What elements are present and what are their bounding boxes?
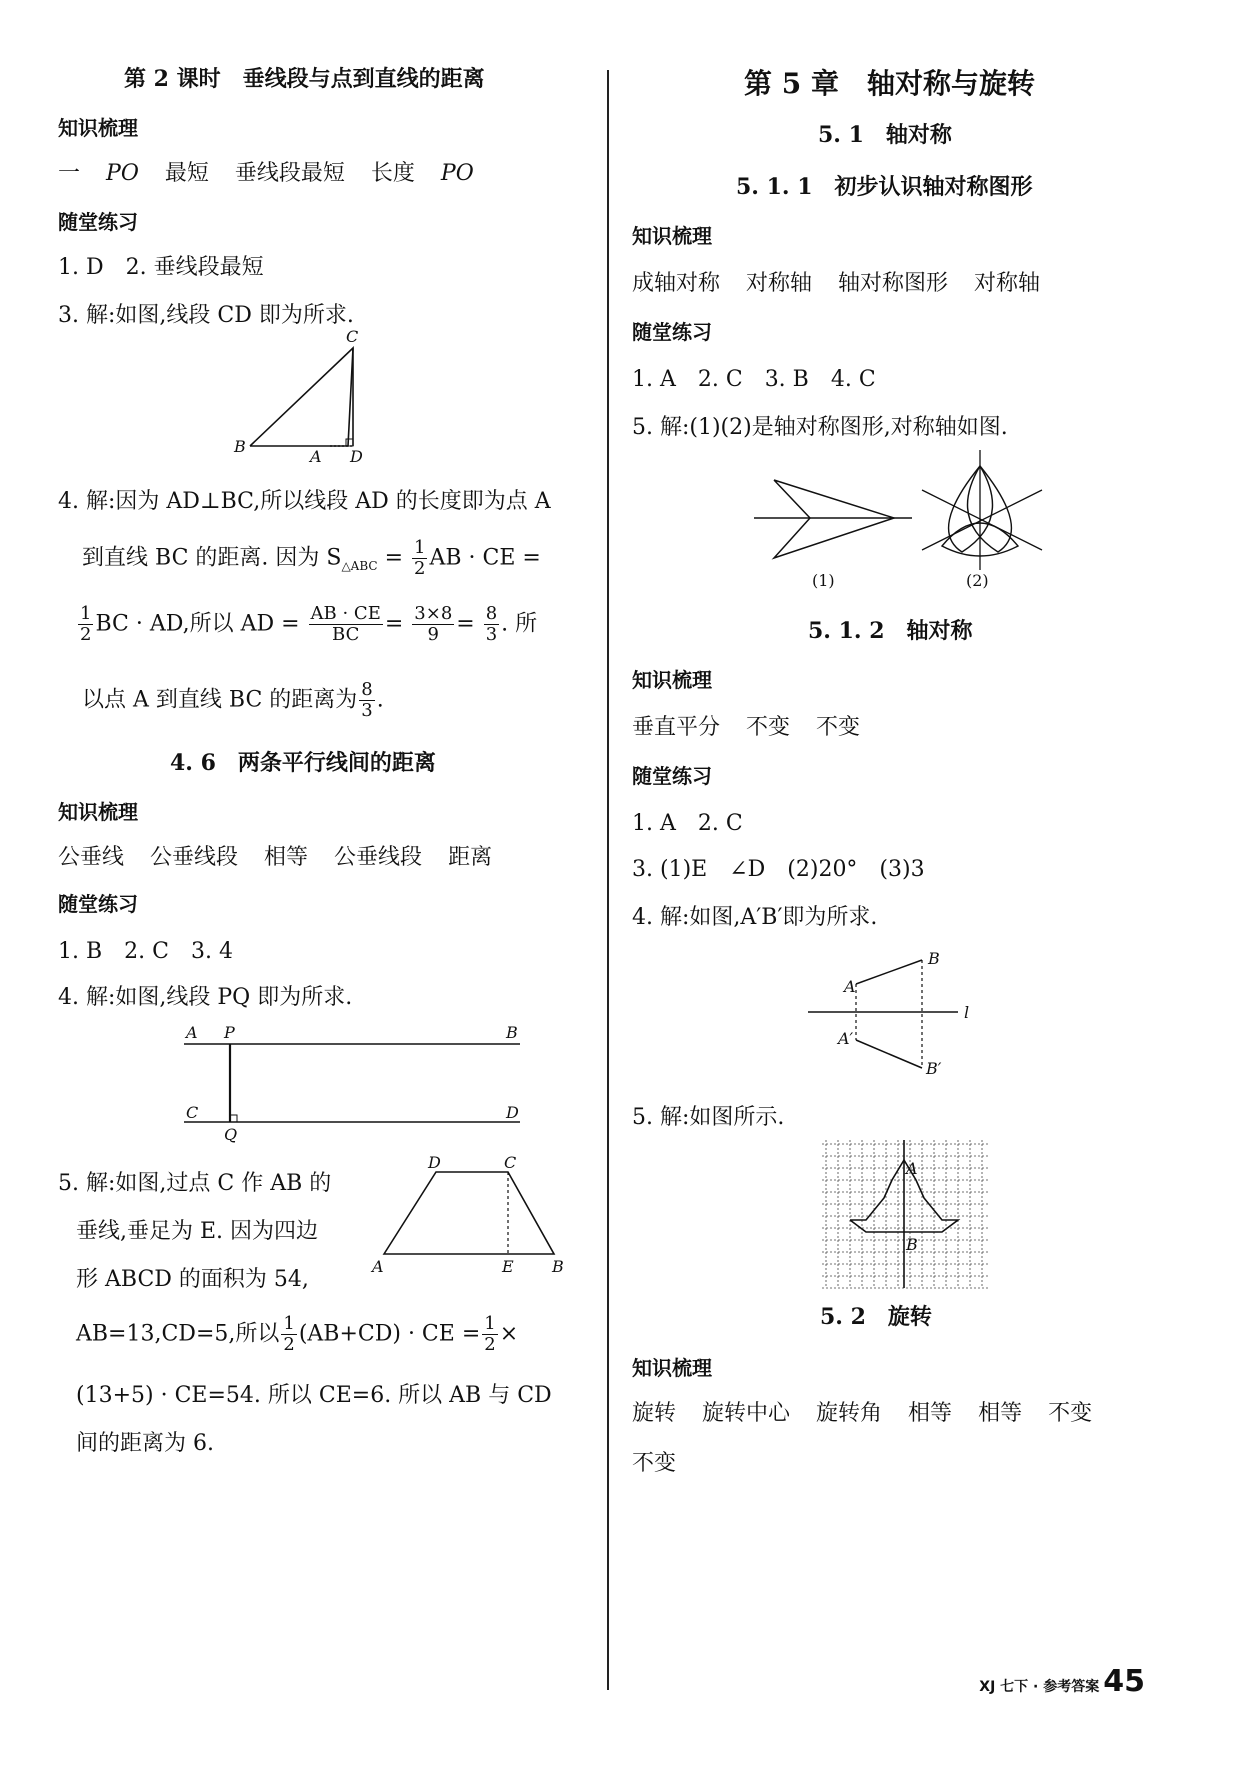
column-divider [607,70,609,1690]
answer-4-line3: $\frac{1}{2}$ BC · AD,所以 AD = $\frac{AB \cdot CE}{BC}$ = $\frac{3\times 8}{9}$ = $\frac{8}{3}$ . 所 [80,603,538,645]
answer-5-line6: 间的距离为 6. [76,1431,214,1456]
answer-3: 3. 解:如图,线段 CD 即为所求. [58,303,354,328]
label-figure-2: (2) [966,571,989,590]
knowledge-heading-r1: 知识梳理 [632,224,712,248]
label-a: A [844,977,856,996]
fraction-half-3: $\frac{1}{2}$ [283,1313,295,1355]
label-q: Q [224,1125,238,1144]
page-footer [979,1664,1145,1699]
label-b: B [506,1023,518,1042]
practice-heading-r1: 随堂练习 [632,320,712,344]
knowledge-answers-r1: 成轴对称 对称轴 轴对称图形 对称轴 [632,271,1041,296]
fraction-3x8-9: $\frac{3\times 8}{9}$ [414,603,453,645]
answer-4-line2: 到直线 BC 的距离. 因为 $S_{\triangle ABC}$ = $\frac{1}{2}$ AB · CE = [82,537,541,579]
knowledge-answers-2: 公垂线 公垂线段 相等 公垂线段 距离 [58,845,493,870]
figure-symmetric-shapes [752,450,1052,590]
fraction-8-3-final: $\frac{8}{3}$ [361,679,373,721]
knowledge-heading: 知识梳理 [58,116,138,140]
answer-5-line1: 5. 解:如图,过点 C 作 AB 的 [58,1171,332,1196]
fraction-8-3: $\frac{8}{3}$ [485,603,498,645]
label-a: A [310,447,322,466]
chapter-title: 第 5 章 轴对称与旋转 [744,67,1035,100]
answer-4b: 4. 解:如图,线段 PQ 即为所求. [58,985,353,1010]
label-b: B [906,1235,918,1254]
label-b-prime: B′ [926,1059,942,1078]
fraction-abce-bc: $\frac{AB \cdot CE}{BC}$ [310,603,381,645]
answer-1-3b: 1. B 2. C 3. 4 [58,939,233,964]
label-b: B [234,437,246,456]
answer-4-line4: 以点 A 到直线 BC 的距离为 $\frac{8}{3}$ . [82,679,384,721]
knowledge-answers-r3: 旋转 旋转中心 旋转角 相等 相等 不变 [632,1401,1093,1426]
answer-r5b: 5. 解:如图所示. [632,1105,785,1130]
fraction-half-2: $\frac{1}{2}$ [80,603,92,645]
answer-5-line4: AB=13,CD=5,所以 $\frac{1}{2}$ (AB+CD) · CE = $\frac{1}{2}$ × [76,1313,519,1355]
figure-grid-symmetry [822,1140,992,1290]
answer-5-line5: (13+5) · CE=54. 所以 CE=6. 所以 AB 与 CD [76,1383,552,1408]
figure-reflection [798,940,998,1080]
label-c: C [346,327,359,346]
page-number: 45 [1103,1664,1145,1699]
lesson-title: 第 2 课时 垂线段与点到直线的距离 [124,66,485,92]
label-a: A [372,1257,384,1276]
practice-heading: 随堂练习 [58,210,138,234]
section-5-2: 5. 2 旋转 [820,1304,932,1330]
footer-label: XJ 七下 · 参考答案 [979,1679,1100,1695]
knowledge-answers-r2: 垂直平分 不变 不变 [632,715,861,740]
label-c: C [504,1153,517,1172]
answer-r5: 5. 解:(1)(2)是轴对称图形,对称轴如图. [632,415,1008,440]
section-5-1-1: 5. 1. 1 初步认识轴对称图形 [736,174,1033,200]
label-c: C [186,1103,199,1122]
answer-5-line3: 形 ABCD 的面积为 54, [76,1267,309,1292]
label-a: A [186,1023,198,1042]
knowledge-answers: 一 PO 最短 垂线段最短 长度 PO [58,161,474,186]
knowledge-heading-r3: 知识梳理 [632,1356,712,1380]
label-figure-1: (1) [812,571,835,590]
label-d: D [350,447,363,466]
figure-parallel-lines [178,1022,538,1144]
section-5-1: 5. 1 轴对称 [818,122,952,148]
knowledge-heading-2: 知识梳理 [58,800,138,824]
answer-4-line1: 4. 解:因为 AD⊥BC,所以线段 AD 的长度即为点 A [58,489,551,514]
label-e: E [502,1257,514,1276]
practice-heading-2: 随堂练习 [58,892,138,916]
knowledge-heading-r2: 知识梳理 [632,668,712,692]
section-5-1-2: 5. 1. 2 轴对称 [808,618,973,644]
answer-r12: 1. A 2. C [632,811,743,836]
label-b: B [928,949,940,968]
label-l: l [964,1003,970,1022]
label-a: A [906,1159,918,1178]
label-d: D [506,1103,519,1122]
label-b: B [552,1257,564,1276]
answer-1-2: 1. D 2. 垂线段最短 [58,255,264,280]
fraction-half: $\frac{1}{2}$ [414,537,426,579]
answer-r4: 4. 解:如图,A′B′即为所求. [632,905,878,930]
answer-r3: 3. (1)E ∠D (2)20° (3)3 [632,857,925,882]
figure-trapezoid [372,1153,596,1280]
section-4-6: 4. 6 两条平行线间的距离 [170,750,436,776]
answer-r1-4: 1. A 2. C 3. B 4. C [632,367,876,392]
knowledge-answers-r3-wrap: 不变 [632,1451,677,1476]
label-d: D [428,1153,441,1172]
label-a-prime: A′ [838,1029,854,1048]
label-p: P [224,1023,235,1042]
fraction-half-4: $\frac{1}{2}$ [484,1313,496,1355]
answer-5-line2: 垂线,垂足为 E. 因为四边 [76,1219,319,1244]
figure-triangle-bcd [234,327,438,472]
practice-heading-r2: 随堂练习 [632,764,712,788]
